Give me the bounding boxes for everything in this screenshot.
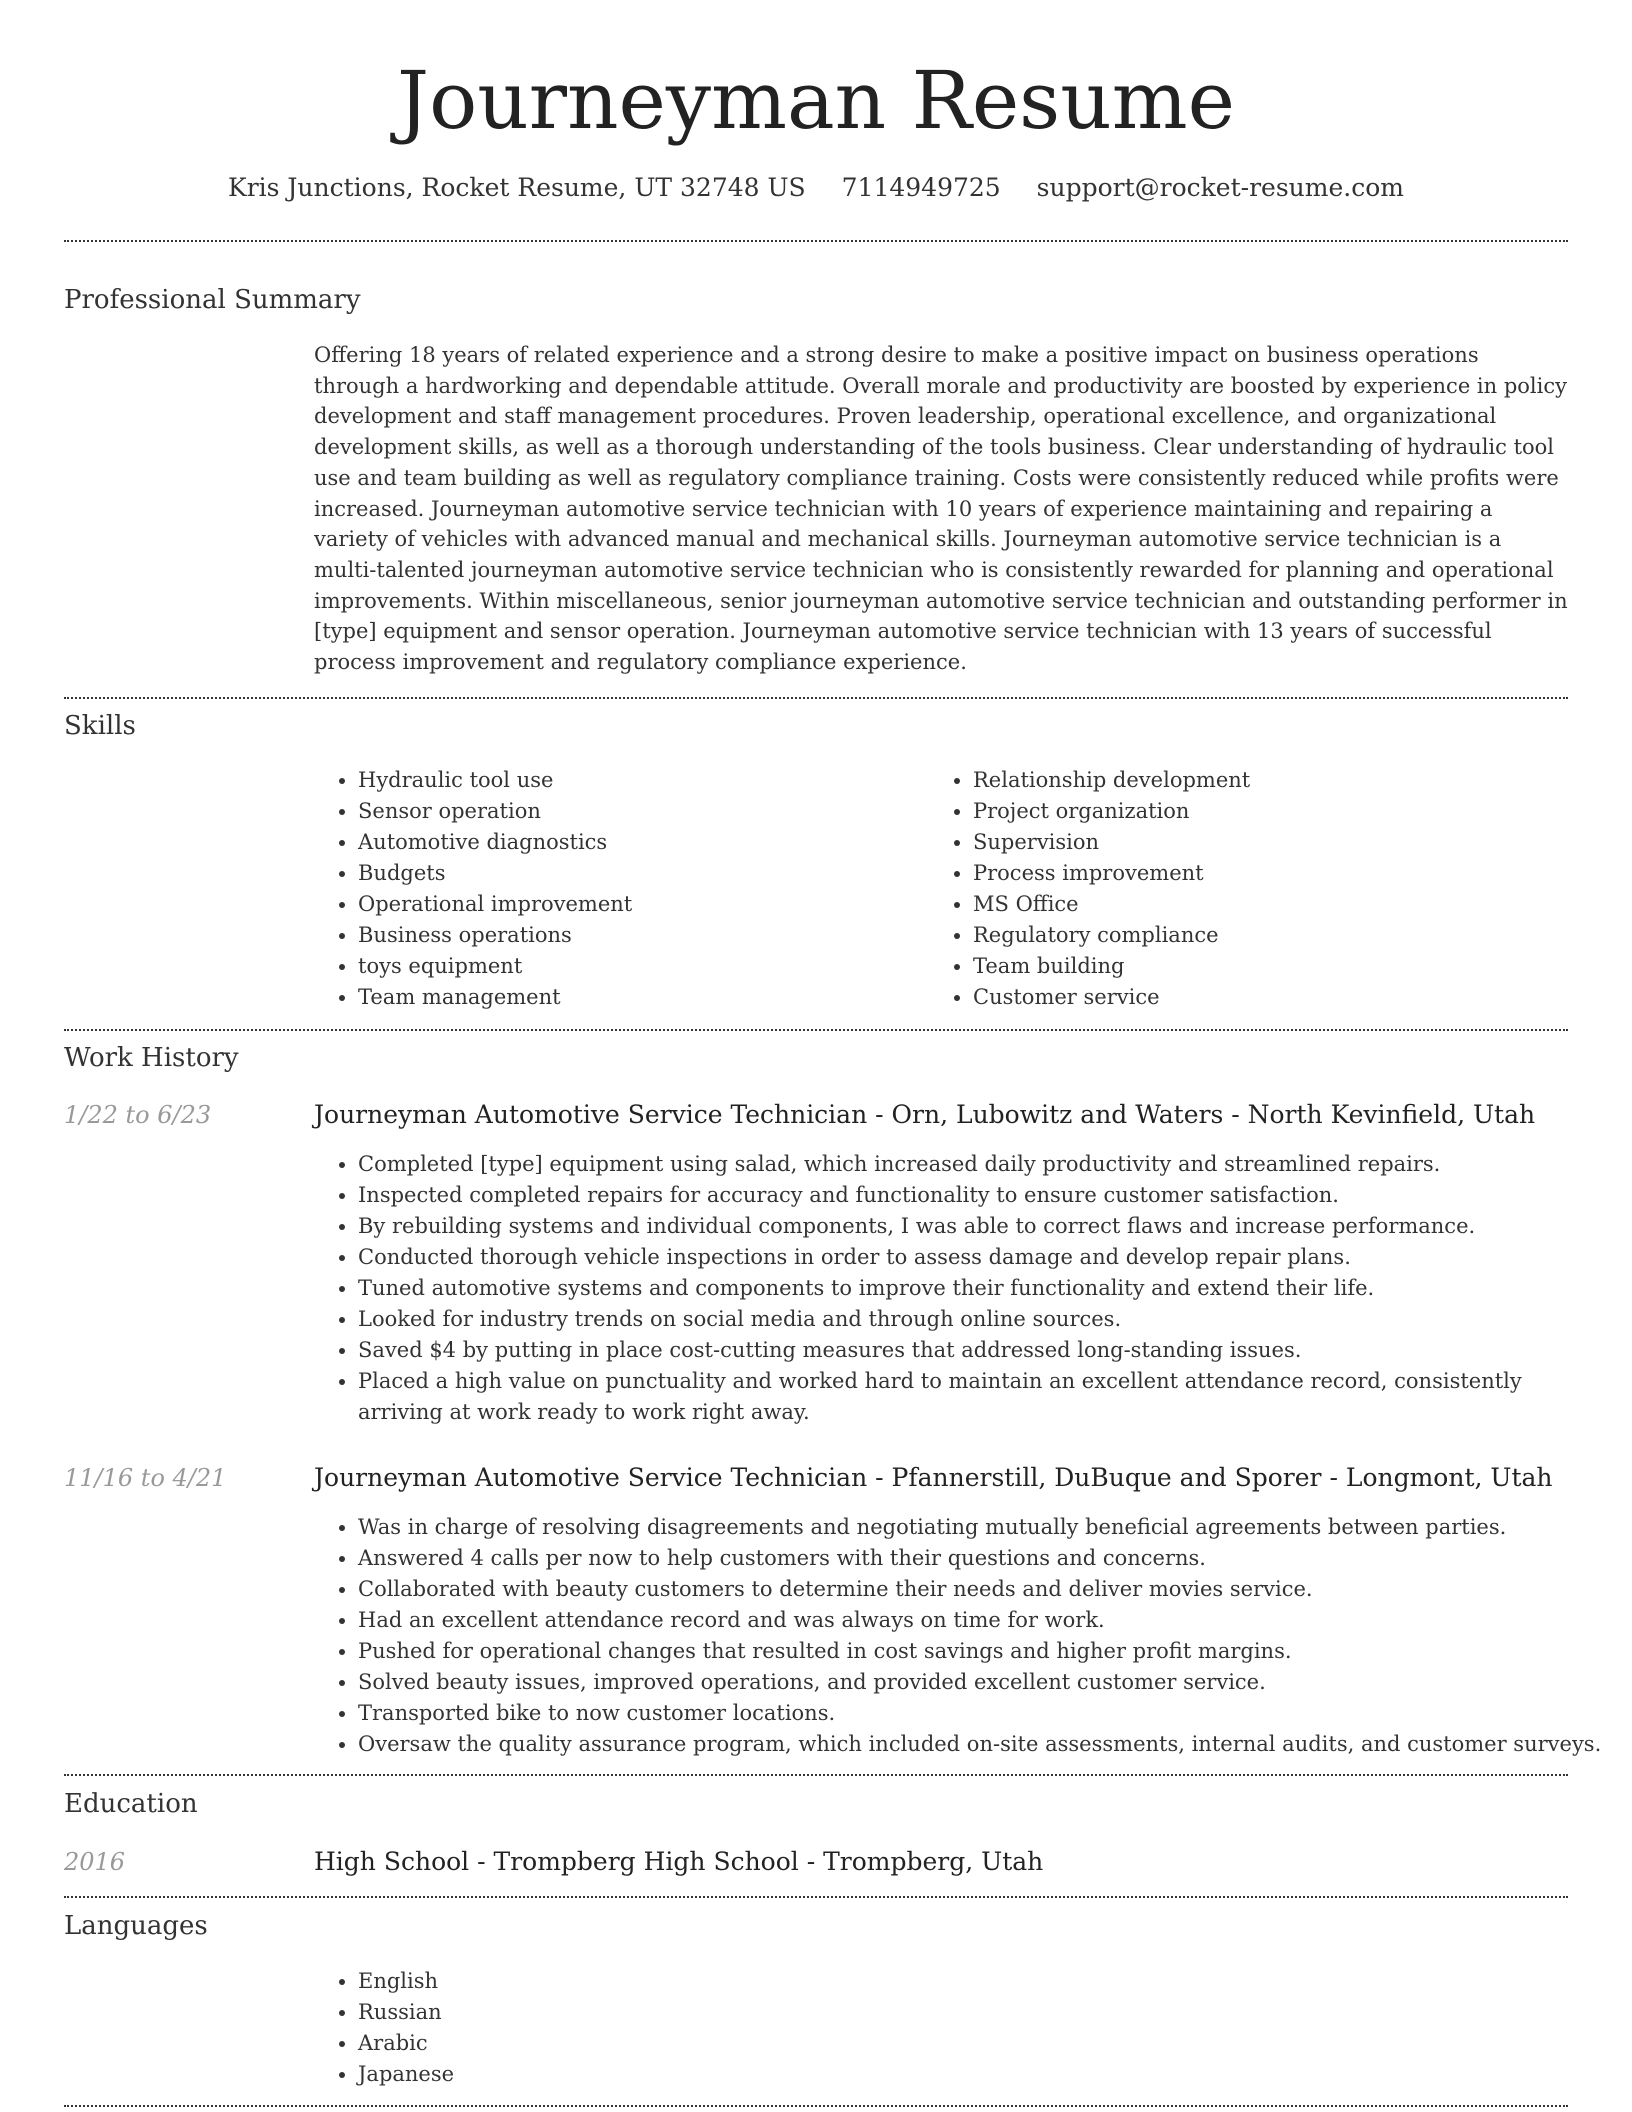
languages-heading: Languages [64, 1911, 208, 1941]
list-item: • Sensor operation [358, 796, 918, 827]
section-divider [64, 1029, 1568, 1031]
list-item: • English [358, 1966, 958, 1997]
work-heading: Work History [64, 1043, 239, 1073]
list-item: • Project organization [973, 796, 1573, 827]
list-item: • Placed a high value on punctuality and worked hard to maintain an excellent attendance record, consistently arriving at work ready to work right away. [358, 1366, 1612, 1428]
list-item: • Russian [358, 1997, 958, 2028]
skills-list-left [314, 765, 918, 1013]
list-item: • Pushed for operational changes that resulted in cost savings and higher profit margins. [358, 1636, 1612, 1667]
education-entry: High School - Trompberg High School - Trompberg, Utah [314, 1847, 1044, 1876]
list-item: • Process improvement [973, 858, 1573, 889]
job-title: Journeyman Automotive Service Technician - Orn, Lubowitz and Waters - North Kevinfield, Utah [314, 1100, 1536, 1129]
section-divider [64, 697, 1568, 699]
summary-text: Offering 18 years of related experience and a strong desire to make a positive impact on business operations through a hardworking and dependable attitude. Overall morale and productivity are boosted by experience in policy development and staff management procedures. Proven leadership, operational excellence, and organizational development skills, as well as a thorough understanding of the tools business. Clear understanding of hydraulic tool use and team building as well as regulatory compliance training. Costs were consistently reduced while profits were increased. Journeyman automotive service technician with 10 years of experience maintaining and repairing a variety of vehicles with advanced manual and mechanical skills. Journeyman automotive service technician is a multi-talented journeyman automotive service technician who is consistently rewarded for planning and operational improvements. Within miscellaneous, senior journeyman automotive service technician and outstanding performer in [type] equipment and sensor operation. Journeyman automotive service technician with 13 years of successful process improvement and regulatory compliance experience. [314, 343, 1568, 675]
list-item: • MS Office [973, 889, 1573, 920]
list-item: • toys equipment [358, 951, 918, 982]
list-item: • Transported bike to now customer locations. [358, 1698, 1612, 1729]
section-divider [64, 2105, 1568, 2107]
list-item: • Conducted thorough vehicle inspections in order to assess damage and develop repair plans. [358, 1242, 1612, 1273]
education-year: 2016 [64, 1848, 126, 1876]
section-divider [64, 1774, 1568, 1776]
list-item: • Tuned automotive systems and components to improve their functionality and extend their life. [358, 1273, 1612, 1304]
list-item: • Had an excellent attendance record and was always on time for work. [358, 1605, 1612, 1636]
list-item: • Japanese [358, 2059, 958, 2090]
job-dates: 11/16 to 4/21 [64, 1464, 227, 1492]
contact-line [0, 170, 1632, 206]
list-item: • Budgets [358, 858, 918, 889]
list-item: • Inspected completed repairs for accuracy and functionality to ensure customer satisfaction. [358, 1180, 1612, 1211]
list-item: • Automotive diagnostics [358, 827, 918, 858]
list-item: • Supervision [973, 827, 1573, 858]
contact-phone: 7114949725 [841, 173, 1001, 202]
list-item: • Team building [973, 951, 1573, 982]
list-item: • Looked for industry trends on social media and through online sources. [358, 1304, 1612, 1335]
list-item: • Completed [type] equipment using salad, which increased daily productivity and streamlined repairs. [358, 1149, 1612, 1180]
list-item: • Regulatory compliance [973, 920, 1573, 951]
list-item: • Oversaw the quality assurance program, which included on-site assessments, internal audits, and customer surveys. [358, 1729, 1612, 1760]
job-dates: 1/22 to 6/23 [64, 1101, 212, 1129]
list-item: • Was in charge of resolving disagreements and negotiating mutually beneficial agreements between parties. [358, 1512, 1612, 1543]
job-bullets [314, 1512, 1612, 1760]
section-divider [64, 240, 1568, 242]
skills-list-right [929, 765, 1573, 1013]
list-item: • Business operations [358, 920, 918, 951]
education-heading: Education [64, 1789, 198, 1819]
job-title: Journeyman Automotive Service Technician - Pfannerstill, DuBuque and Sporer - Longmont, Utah [314, 1463, 1553, 1492]
list-item: • Operational improvement [358, 889, 918, 920]
list-item: • Answered 4 calls per now to help customers with their questions and concerns. [358, 1543, 1612, 1574]
resume-title: Journeyman Resume [397, 54, 1235, 147]
section-divider [64, 1896, 1568, 1898]
skills-heading: Skills [64, 711, 136, 741]
list-item: • Hydraulic tool use [358, 765, 918, 796]
contact-address: Kris Junctions, Rocket Resume, UT 32748 US [228, 173, 806, 202]
list-item: • Saved $4 by putting in place cost-cutting measures that addressed long-standing issues. [358, 1335, 1612, 1366]
list-item: • Relationship development [973, 765, 1573, 796]
list-item: • Arabic [358, 2028, 958, 2059]
list-item: • By rebuilding systems and individual components, I was able to correct flaws and increase performance. [358, 1211, 1612, 1242]
list-item: • Collaborated with beauty customers to determine their needs and deliver movies service. [358, 1574, 1612, 1605]
job-bullets [314, 1149, 1612, 1428]
list-item: • Solved beauty issues, improved operations, and provided excellent customer service. [358, 1667, 1612, 1698]
languages-list [314, 1966, 958, 2090]
contact-email: support@rocket-resume.com [1036, 173, 1404, 202]
list-item: • Team management [358, 982, 918, 1013]
summary-heading: Professional Summary [64, 285, 361, 315]
list-item: • Customer service [973, 982, 1573, 1013]
